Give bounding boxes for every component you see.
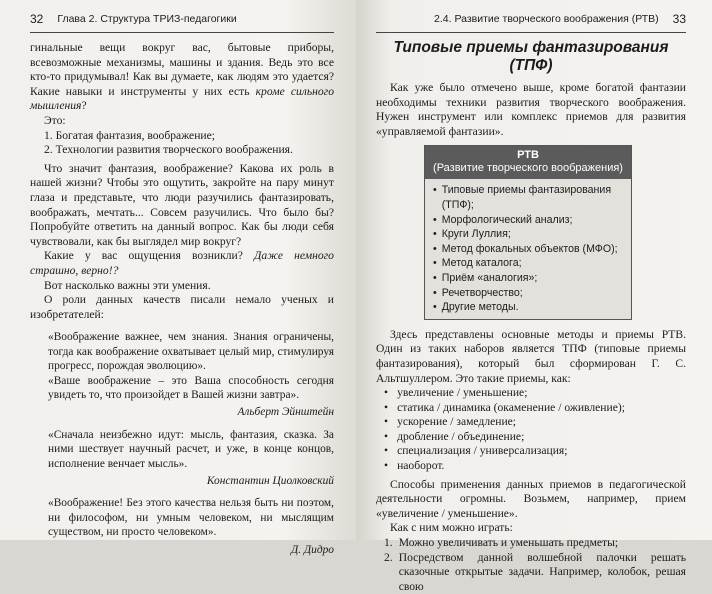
list-item-text: Метод каталога; <box>441 257 522 270</box>
bullet-icon: • <box>384 444 389 458</box>
this-label: Это: <box>44 113 66 127</box>
quote-author: Д. Дидро <box>290 543 334 556</box>
list-item <box>376 401 686 416</box>
left-chapter-header: Глава 2. Структура ТРИЗ-педагогики <box>57 13 237 25</box>
quote-block <box>48 496 334 557</box>
section-title: Типовые приемы фантазирования (ТПФ) <box>393 39 669 74</box>
right-paragraph: Как с ним можно играть: <box>390 521 513 535</box>
quote-text: «Воображение! Без этого качества нельзя быть ни поэтом, ни философом, ни умным человеком, ни мыслящим существом, ни просто человеком». <box>48 497 334 539</box>
list-item <box>376 459 686 474</box>
emphasis: кроме сильного мышления <box>30 84 334 113</box>
list-item-text: Приём «аналогия»; <box>441 271 538 284</box>
list-item <box>433 271 625 286</box>
bullet-icon: • <box>433 242 437 255</box>
list-item-text: Круги Луллия; <box>441 228 511 241</box>
list-item: 1. Богатая фантазия, воображение; <box>44 128 215 142</box>
right-section-header: 2.4. Развитие творческого воображения (РТВ) <box>434 13 659 25</box>
bullet-icon: • <box>384 400 389 414</box>
list-item <box>376 551 686 594</box>
list-item-text: Метод фокальных объектов (МФО); <box>441 242 618 255</box>
list-item-text: ускорение / замедление; <box>397 415 517 429</box>
list-item-text: Речетворчество; <box>441 286 523 299</box>
list-item-text: наоборот. <box>397 459 445 473</box>
list-item-text: Посредством данной волшебной палочки решать сказочные открытые задачи. Например, колобок, решая свою <box>398 550 686 593</box>
left-paragraph <box>30 249 334 278</box>
left-paragraph: О роли данных качеств писали немало ученых и изобретателей: <box>30 293 334 321</box>
list-item-text: статика / динамика (окаменение / оживление); <box>397 400 625 414</box>
list-item <box>433 227 625 242</box>
rtv-box-title: РТВ <box>517 149 539 162</box>
list-item <box>433 256 625 271</box>
left-running-head <box>30 6 334 33</box>
bullet-icon: • <box>433 286 437 299</box>
text-run: ? <box>81 99 87 113</box>
list-item <box>433 242 625 257</box>
list-item-text: специализация / универсализация; <box>397 444 568 458</box>
bullet-icon: • <box>433 301 437 314</box>
list-item-text: Другие методы. <box>441 301 519 314</box>
list-item-text: дробление / объединение; <box>397 429 525 443</box>
bullet-icon: • <box>384 386 389 400</box>
bullet-icon: • <box>433 213 437 226</box>
quote-block <box>48 428 334 489</box>
list-item-text: увеличение / уменьшение; <box>397 386 528 400</box>
right-paragraph: Как уже было отмечено выше, кроме богатой фантазии необходимы техники развития творческого воображения. Нужен инструмент или комплекс приемов для развития «управляемой фантазии». <box>376 81 686 138</box>
right-paragraph: Здесь представлены основные методы и приемы РТВ. Один из таких наборов является ТПФ (типовые приемы фантазирования), который был сформирован Г. С. Альтшуллером. Это такие приемы, как: <box>376 327 686 385</box>
right-running-head <box>376 6 686 33</box>
left-paragraph: Что значит фантазия, воображение? Какова их роль в нашей жизни? Чтобы это ощутить, закройте на пару минут глаза и представьте, что люди разучились фантазировать, воображать, мечтать... Совсем разучились. Что было бы? Попробуйте ответить на данный вопрос. Как бы люди себя чувствовали, как бы выглядел мир вокруг? <box>30 161 334 248</box>
left-body <box>30 41 334 557</box>
list-item <box>376 444 686 459</box>
list-item <box>376 430 686 445</box>
rtv-box-list <box>425 179 631 318</box>
right-paragraph: Способы применения данных приемов в педагогической деятельности огромны. Возьмем, например, прием «увеличение / уменьшение». <box>376 477 686 520</box>
rtv-box-subtitle: (Развитие творческого воображения) <box>433 162 623 175</box>
right-page-number: 33 <box>672 12 686 26</box>
steps-list <box>376 536 686 594</box>
list-item <box>433 183 625 212</box>
quote-author: Альберт Эйнштейн <box>237 406 334 419</box>
list-item-text: Типовые приемы фантазирования (ТПФ); <box>441 184 612 211</box>
list-item-text: Можно увеличивать и уменьшать предметы; <box>398 536 619 550</box>
bullet-icon: • <box>384 459 389 473</box>
list-item <box>433 213 625 228</box>
bullet-icon: • <box>433 228 437 241</box>
list-item <box>433 286 625 301</box>
bullet-icon: • <box>384 429 389 443</box>
techniques-list <box>376 386 686 474</box>
quote-text: «Сначала неизбежно идут: мысль, фантазия, сказка. За ними шествует научный расчет, и уже, в конце концов, исполнение венчает мысль». <box>48 428 334 470</box>
bullet-icon: • <box>433 257 437 270</box>
list-item: 2. Технологии развития творческого воображения. <box>44 143 293 157</box>
list-item <box>376 415 686 430</box>
list-number: 2. <box>384 550 393 564</box>
left-paragraph <box>30 41 334 114</box>
quote-author: Константин Циолковский <box>206 474 334 487</box>
right-page <box>356 0 712 593</box>
emphasis: Даже немного страшно, верно!? <box>30 249 334 277</box>
list-item-text: Морфологический анализ; <box>441 213 573 226</box>
right-body <box>376 81 686 594</box>
list-item <box>433 300 625 315</box>
list-number: 1. <box>384 536 393 550</box>
left-page-number: 32 <box>30 12 44 26</box>
left-page <box>0 0 356 556</box>
bullet-icon: • <box>433 271 437 284</box>
rtv-box <box>424 145 632 319</box>
text-run: Какие у вас ощущения возникли? <box>44 249 255 263</box>
list-item <box>376 386 686 401</box>
rtv-box-header <box>425 146 631 179</box>
qualities-list <box>30 129 334 158</box>
bullet-icon: • <box>433 184 437 197</box>
bullet-icon: • <box>384 415 389 429</box>
quote-text: «Ваше воображение – это Ваша способность сегодня увидеть то, что произойдет в Вашей жизни завтра». <box>48 374 334 401</box>
list-item <box>376 536 686 551</box>
quote-block <box>48 330 334 419</box>
left-paragraph: Вот насколько важны эти умения. <box>44 278 211 292</box>
quote-text: «Воображение важнее, чем знания. Знания ограничены, тогда как воображение охватывает целый мир, стимулируя прогресс, порождая эволюцию». <box>48 331 334 373</box>
text-run: гинальные вещи вокруг вас, бытовые приборы, всевозможные механизмы, машины и здания. Ведь это все кто-то придумывал! Как вы думаете, как людям это удается? Какие навыки и инструменты у них есть <box>30 41 334 98</box>
